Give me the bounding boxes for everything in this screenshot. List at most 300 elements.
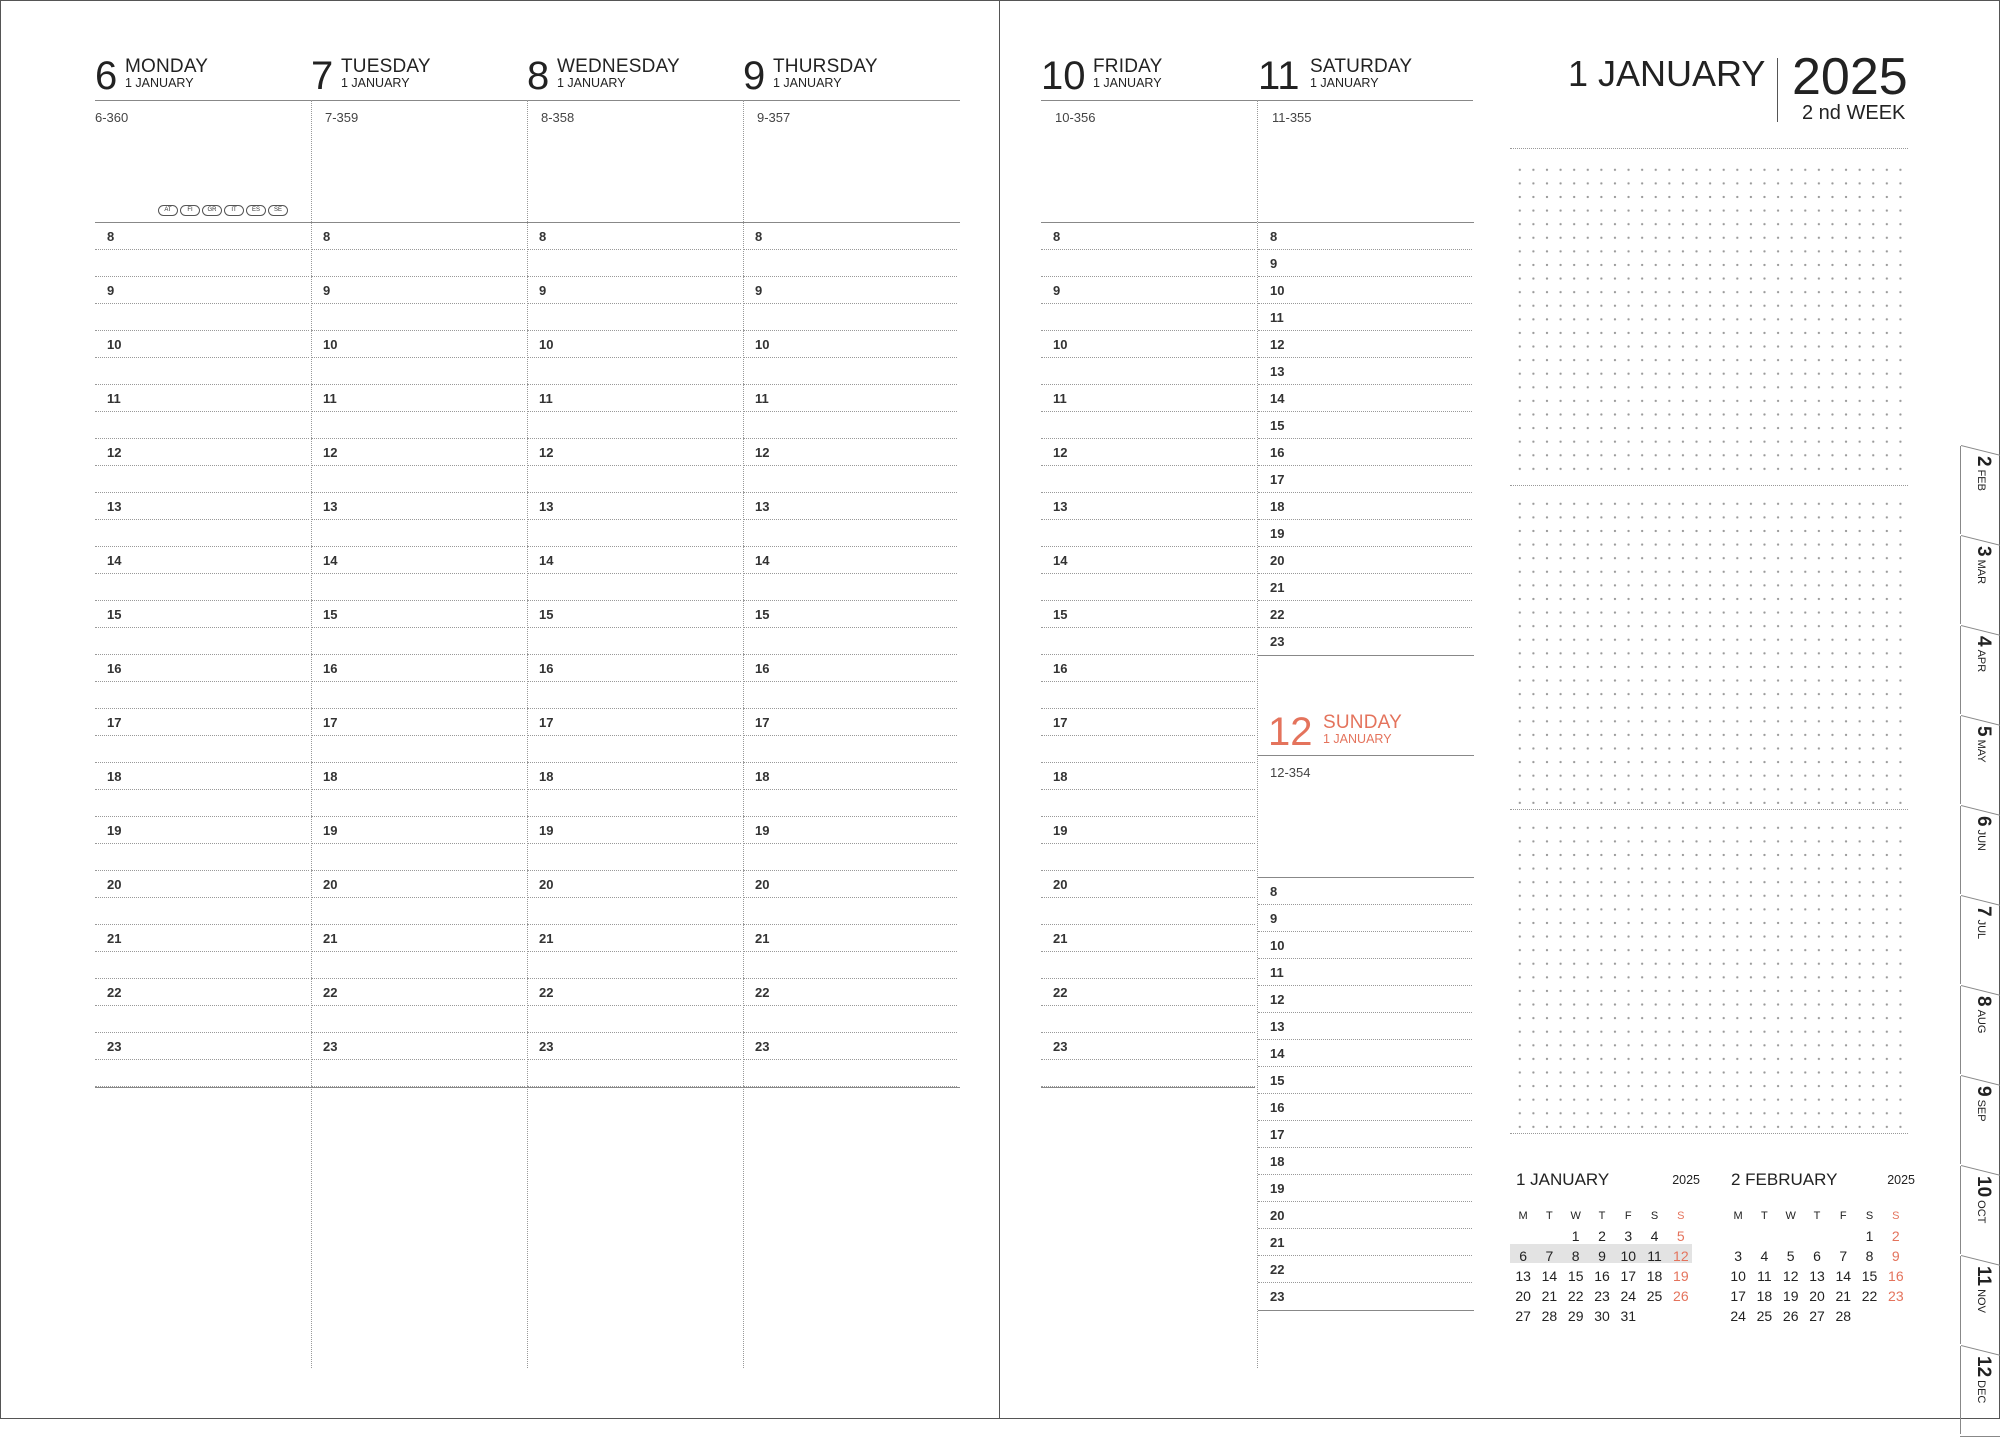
date-cell[interactable]: 9 [1598,1248,1606,1264]
tab-number: 8 [1973,996,1994,1007]
hour-label: 14 [539,553,554,568]
hour-line [527,384,741,385]
date-cell[interactable]: 2 [1598,1228,1606,1244]
notes-dotgrid-2[interactable] [1510,494,1908,804]
weekday-letter: M [1733,1210,1743,1222]
date-cell[interactable]: 23 [1888,1288,1904,1304]
hour-label: 13 [539,499,554,514]
sunday-hour-label: 10 [1270,938,1285,953]
date-cell[interactable]: 22 [1567,1288,1584,1304]
saturday-hour-label: 18 [1270,499,1285,514]
sunday-hour-label: 12 [1270,992,1285,1007]
tab-label [1972,456,1994,491]
hour-line [527,654,741,655]
date-cell[interactable]: 15 [1567,1268,1584,1284]
day-number: 10 [1041,54,1086,98]
hour-label: 23 [107,1039,122,1054]
hour-line [311,708,525,709]
date-cell[interactable]: 4 [1760,1248,1769,1264]
half-hour-line [527,357,741,358]
hour-label: 8 [107,229,115,244]
date-cell[interactable]: 27 [1809,1308,1825,1324]
date-cell[interactable]: 13 [1515,1268,1531,1284]
date-cell[interactable]: 3 [1624,1228,1633,1244]
half-hour-line [95,249,309,250]
sunday-hour-line [1258,1120,1472,1121]
hour-line [311,870,525,871]
weekday-letter: T [1598,1210,1606,1222]
half-hour-line [95,1059,309,1060]
date-cell[interactable]: 20 [1515,1288,1531,1304]
date-cell[interactable]: 12 [1673,1248,1689,1264]
hour-line [311,978,525,979]
hour-line [311,600,525,601]
saturday-bottom-line [1258,655,1474,656]
hour-label: 20 [755,877,770,892]
half-hour-line [1041,681,1255,682]
date-cell[interactable]: 19 [1673,1268,1689,1284]
hour-label: 11 [107,391,121,406]
date-cell[interactable]: 13 [1809,1268,1825,1284]
date-cell[interactable]: 29 [1567,1308,1584,1324]
half-hour-line [527,465,741,466]
hour-line [1041,600,1255,601]
saturday-hour-label: 22 [1270,607,1285,622]
half-hour-line [743,249,957,250]
month-tab-dec[interactable] [1960,1346,2000,1434]
hour-label: 17 [107,715,122,730]
hour-line [743,708,957,709]
month-tab-oct[interactable] [1960,1166,2000,1254]
hour-label: 23 [539,1039,554,1054]
hour-label: 21 [323,931,338,946]
mini-calendar-grid [1510,1206,1694,1326]
date-cell[interactable]: 16 [1594,1268,1610,1284]
hour-label: 11 [755,391,769,406]
left-bottom-line [95,1087,960,1088]
hour-line [95,762,309,763]
hour-line [1041,438,1255,439]
half-hour-line [527,681,741,682]
tab-number: 12 [1973,1356,1994,1378]
hour-label: 20 [323,877,338,892]
half-hour-line [743,735,957,736]
hour-label: 22 [1053,985,1068,1000]
date-cell[interactable]: 6 [1813,1248,1821,1264]
saturday-hour-line [1258,600,1472,601]
sunday-header-line [1258,755,1474,756]
saturday-hour-label: 16 [1270,445,1285,460]
hour-label: 19 [1053,823,1068,838]
month-tab-may[interactable] [1960,716,2000,804]
half-hour-line [1041,357,1255,358]
weekday-letter: S [1892,1210,1900,1222]
hour-line [311,546,525,547]
hour-line [95,870,309,871]
day-name: FRIDAY [1093,56,1163,77]
date-cell[interactable]: 18 [1756,1288,1773,1304]
notes-divider-2 [1510,809,1908,810]
tab-month: JUN [1975,829,1987,851]
tab-label [1972,996,1994,1033]
saturday-hour-line [1258,411,1472,412]
weekday-letter: T [1761,1210,1768,1222]
half-hour-line [311,681,525,682]
half-hour-line [743,411,957,412]
hour-line [1041,978,1255,979]
date-cell[interactable]: 12 [1782,1268,1799,1284]
month-tab-jun[interactable] [1960,806,2000,894]
tab-month: AUG [1975,1009,1987,1034]
day-code: 9-357 [757,110,791,125]
saturday-hour-line [1258,519,1472,520]
hour-line [743,978,957,979]
hour-label: 13 [323,499,338,514]
month-tab-aug[interactable] [1960,986,2000,1074]
flag-gr: GR [202,205,222,216]
date-cell[interactable]: 24 [1620,1288,1637,1304]
weekday-letter: S [1677,1210,1685,1222]
half-hour-line [95,465,309,466]
day-header-monday [95,52,301,100]
sunday-hour-label: 8 [1270,884,1278,899]
week-row [1510,1246,1694,1266]
hour-line [1041,330,1255,331]
date-cell[interactable]: 15 [1861,1268,1878,1284]
saturday-hour-line [1258,357,1472,358]
date-cell[interactable]: 6 [1519,1248,1528,1264]
sunday-hour-line [1258,1066,1472,1067]
hour-label: 18 [539,769,554,784]
sunday-allday-line [1258,877,1474,878]
hour-label: 23 [1053,1039,1068,1054]
date-cell[interactable]: 26 [1782,1308,1799,1324]
day-header-sunday [1268,708,1468,756]
day-header-friday [1041,52,1247,100]
half-hour-line [743,789,957,790]
sunday-hour-line [1258,1255,1472,1256]
hour-line [527,600,741,601]
sunday-hour-label: 13 [1270,1019,1285,1034]
hour-label: 17 [1053,715,1068,730]
hour-line [743,654,957,655]
hour-line [311,492,525,493]
tab-label [1972,546,1994,584]
half-hour-line [743,519,957,520]
hour-label: 15 [107,607,122,622]
date-cell[interactable]: 1 [1571,1228,1580,1244]
half-hour-line [95,357,309,358]
date-cell[interactable]: 31 [1620,1308,1637,1324]
date-cell[interactable]: 17 [1730,1288,1746,1304]
hour-label: 22 [323,985,338,1000]
hour-label: 16 [107,661,122,676]
hour-line [95,978,309,979]
hour-label: 15 [1053,607,1068,622]
tab-month: MAY [1975,739,1987,763]
hour-label: 14 [323,553,338,568]
sunday-hour-label: 9 [1270,911,1278,926]
month-tab-mar[interactable] [1960,536,2000,624]
date-cell[interactable]: 23 [1594,1288,1610,1304]
hour-label: 20 [107,877,122,892]
tab-month: SEP [1975,1099,1987,1122]
sunday-hour-label: 20 [1270,1208,1285,1223]
sunday-hour-label: 19 [1270,1181,1285,1196]
hour-line [1041,762,1255,763]
hour-line [527,276,741,277]
hour-label: 14 [107,553,122,568]
date-cell[interactable]: 7 [1545,1248,1554,1264]
notes-dotgrid-3[interactable] [1510,818,1908,1130]
date-cell[interactable]: 25 [1756,1308,1773,1324]
saturday-hour-label: 23 [1270,634,1285,649]
hour-label: 20 [539,877,554,892]
date-cell[interactable]: 3 [1734,1248,1743,1264]
sunday-hour-label: 11 [1270,965,1284,980]
half-hour-line [1041,1059,1255,1060]
half-hour-line [1041,627,1255,628]
date-cell[interactable]: 25 [1646,1288,1663,1304]
date-cell[interactable]: 11 [1757,1268,1772,1284]
hour-line [95,1032,309,1033]
hour-line [311,438,525,439]
hour-line [95,546,309,547]
date-cell[interactable]: 14 [1541,1268,1558,1284]
saturday-hour-line [1258,627,1472,628]
hour-line [527,546,741,547]
half-hour-line [743,681,957,682]
column-separator [1257,100,1258,1368]
day-month: 1 JANUARY [1310,76,1379,90]
sunday-hour-line [1258,1147,1472,1148]
month-tab-feb[interactable] [1960,446,2000,534]
day-number: 7 [311,54,334,98]
hour-label: 11 [323,391,337,406]
half-hour-line [95,681,309,682]
date-cell[interactable]: 14 [1835,1268,1852,1284]
hour-line [311,330,525,331]
date-cell[interactable]: 27 [1515,1308,1531,1324]
tab-month: MAR [1975,559,1987,585]
day-number: 11 [1258,54,1300,98]
sunday-hour-label: 22 [1270,1262,1285,1277]
half-hour-line [1041,789,1255,790]
half-hour-line [95,573,309,574]
sunday-hour-label: 16 [1270,1100,1285,1115]
hour-line [743,1032,957,1033]
hour-line [1041,276,1255,277]
hour-line [95,708,309,709]
day-month: 1 JANUARY [125,76,194,90]
saturday-hour-label: 10 [1270,283,1285,298]
date-cell[interactable]: 2 [1891,1228,1900,1244]
date-cell[interactable]: 21 [1835,1288,1852,1304]
weekday-letter: W [1785,1210,1796,1222]
hour-line [1041,654,1255,655]
half-hour-line [527,519,741,520]
weekday-letter: T [1813,1210,1821,1222]
sunday-hour-label: 15 [1270,1073,1285,1088]
day-name: SATURDAY [1310,56,1413,77]
hour-line [527,330,741,331]
saturday-hour-line [1258,465,1472,466]
day-header-tuesday [311,52,517,100]
saturday-hour-line [1258,303,1472,304]
hour-label: 19 [323,823,338,838]
hour-line [1041,1032,1255,1033]
day-month: 1 JANUARY [773,76,842,90]
day-code: 11-355 [1272,110,1312,125]
week-row [1510,1306,1694,1326]
saturday-hour-label: 17 [1270,472,1285,487]
hour-line [311,924,525,925]
date-cell[interactable]: 19 [1782,1288,1799,1304]
week-row [1725,1246,1909,1266]
tab-label [1972,726,1994,763]
day-name: WEDNESDAY [557,56,680,77]
tab-label [1972,1086,1994,1122]
hour-line [743,600,957,601]
day-month: 1 JANUARY [1093,76,1162,90]
hour-line [95,600,309,601]
hour-line [527,924,741,925]
date-cell[interactable]: 22 [1861,1288,1878,1304]
hour-label: 12 [755,445,770,460]
date-cell[interactable]: 26 [1673,1288,1689,1304]
tab-number: 11 [1973,1266,1994,1287]
date-cell[interactable]: 8 [1865,1248,1874,1264]
hour-line [1041,546,1255,547]
date-cell[interactable]: 8 [1571,1248,1580,1264]
holiday-flags [158,205,290,217]
date-cell[interactable]: 30 [1594,1308,1610,1324]
date-cell[interactable]: 5 [1786,1248,1795,1264]
date-cell[interactable]: 5 [1676,1228,1685,1244]
spine [999,0,1000,1419]
sunday-hour-line [1258,985,1472,986]
day-number: 9 [743,54,766,98]
hour-label: 16 [539,661,554,676]
half-hour-line [311,357,525,358]
header-week: 2 nd WEEK [1802,102,1906,124]
hour-label: 21 [755,931,770,946]
hour-label: 13 [107,499,122,514]
half-hour-line [1041,735,1255,736]
date-cell[interactable]: 18 [1646,1268,1663,1284]
friday-bottom-line [1041,1087,1255,1088]
sunday-hour-label: 14 [1270,1046,1285,1061]
tab-number: 9 [1973,1086,1994,1097]
hour-line [95,654,309,655]
hour-label: 20 [1053,877,1068,892]
weekday-letter: S [1650,1210,1659,1222]
day-code: 10-356 [1055,110,1096,125]
hour-line [527,816,741,817]
saturday-hour-line [1258,573,1472,574]
hour-line [95,492,309,493]
hour-label: 23 [755,1039,770,1054]
half-hour-line [95,411,309,412]
half-hour-line [743,897,957,898]
date-cell[interactable]: 1 [1865,1228,1874,1244]
hour-line [1041,384,1255,385]
saturday-hour-label: 12 [1270,337,1285,352]
date-cell[interactable]: 28 [1835,1308,1852,1324]
date-cell[interactable]: 4 [1650,1228,1659,1244]
saturday-hour-label: 20 [1270,553,1285,568]
date-cell[interactable]: 10 [1730,1268,1746,1284]
date-cell[interactable]: 28 [1541,1308,1558,1324]
half-hour-line [95,627,309,628]
date-cell[interactable]: 17 [1620,1268,1637,1284]
half-hour-line [743,1059,957,1060]
sunday-hour-label: 23 [1270,1289,1285,1304]
week-row [1510,1266,1694,1286]
flag-se: SE [268,205,288,216]
tab-label [1972,906,1994,939]
sunday-hour-line [1258,1228,1472,1229]
hour-label: 15 [755,607,770,622]
date-cell[interactable]: 9 [1891,1248,1900,1264]
hour-line [311,384,525,385]
notes-dotgrid-1[interactable] [1510,160,1908,478]
sunday-hour-line [1258,904,1472,905]
sunday-bottom-line [1258,1310,1474,1311]
tab-label [1972,1176,1994,1223]
half-hour-line [95,303,309,304]
month-tab-jul[interactable] [1960,896,2000,984]
sunday-hour-line [1258,1174,1472,1175]
half-hour-line [527,1059,741,1060]
month-tab-sep[interactable] [1960,1076,2000,1164]
half-hour-line [1041,951,1255,952]
sunday-hour-line [1258,1012,1472,1013]
month-tab-nov[interactable] [1960,1256,2000,1344]
half-hour-line [743,465,957,466]
week-row [1725,1306,1909,1326]
saturday-hour-line [1258,276,1472,277]
date-cell[interactable]: 7 [1839,1248,1848,1264]
date-cell[interactable]: 10 [1620,1248,1637,1264]
half-hour-line [1041,411,1255,412]
month-tab-apr[interactable] [1960,626,2000,714]
half-hour-line [95,897,309,898]
date-cell[interactable]: 24 [1730,1308,1746,1324]
weekday-header-row [1725,1206,1909,1226]
half-hour-line [311,843,525,844]
date-cell[interactable]: 21 [1541,1288,1558,1304]
hour-line [743,870,957,871]
friday-allday-line [1041,222,1257,223]
notes-divider-1 [1510,485,1908,486]
hour-label: 19 [107,823,122,838]
date-cell[interactable]: 11 [1647,1248,1662,1264]
hour-label: 14 [755,553,770,568]
hour-line [743,492,957,493]
tab-number: 5 [1973,726,1994,737]
hour-label: 14 [1053,553,1068,568]
hour-label: 18 [755,769,770,784]
date-cell[interactable]: 16 [1888,1268,1904,1284]
half-hour-line [1041,897,1255,898]
day-header-saturday [1258,52,1464,100]
date-cell[interactable]: 20 [1809,1288,1825,1304]
hour-line [311,276,525,277]
tab-month: DEC [1975,1380,1987,1404]
hour-label: 18 [1053,769,1068,784]
sunday-hour-label: 17 [1270,1127,1285,1142]
